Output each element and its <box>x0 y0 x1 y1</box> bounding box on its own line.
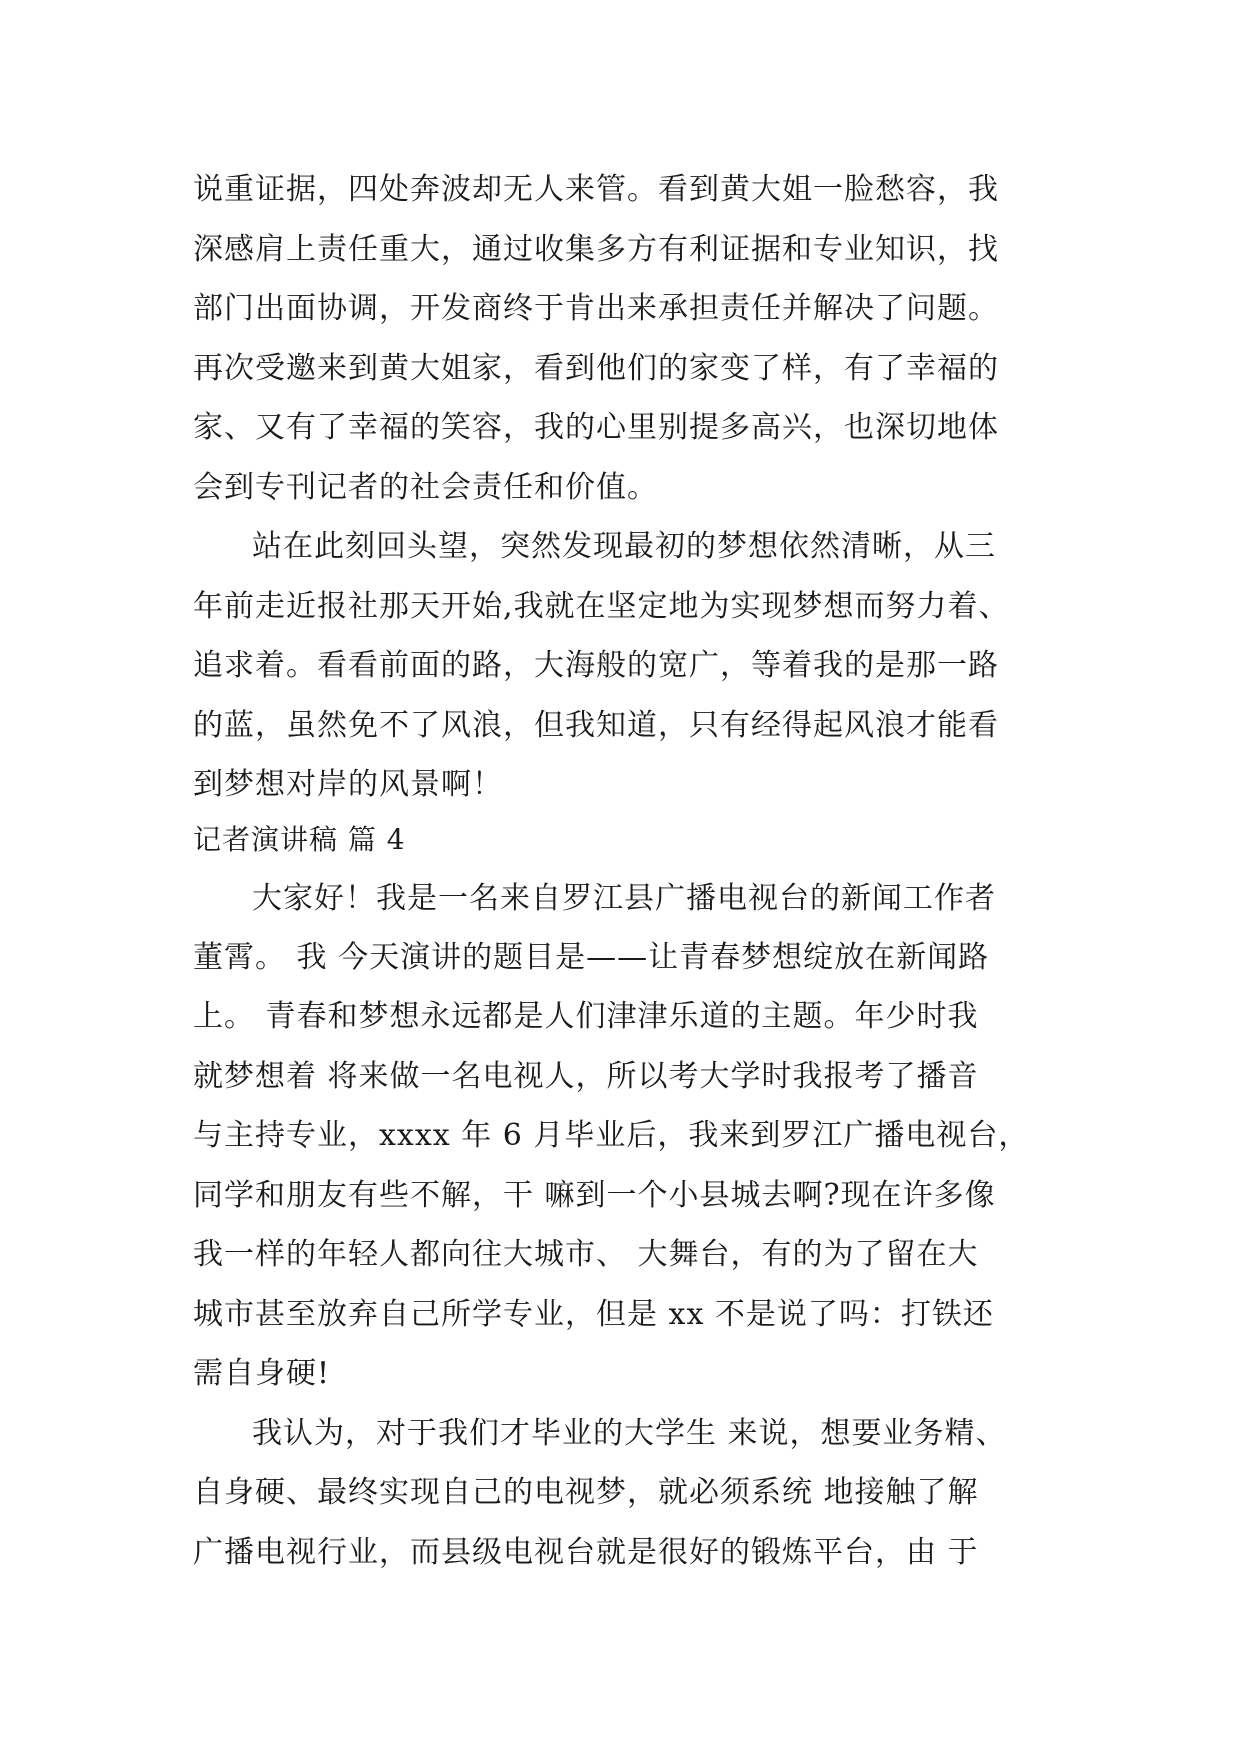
paragraph-line: 我认为，对于我们才毕业的大学生 来说，想要业务精、 <box>252 1416 1007 1451</box>
paragraph-line: 同学和朋友有些不解，干 嘛到一个小县城去啊?现在许多像 <box>193 1178 996 1213</box>
paragraph-line: 到梦想对岸的风景啊！ <box>193 767 503 802</box>
paragraph-line: 说重证据，四处奔波却无人来管。看到黄大姐一脸愁容，我 <box>193 172 999 207</box>
paragraph-line: 广播电视行业，而县级电视台就是很好的锻炼平台，由 于 <box>193 1535 979 1570</box>
paragraph-line: 部门出面协调，开发商终于肯出来承担责任并解决了问题。 <box>193 291 999 326</box>
paragraph-line: 大家好！我是一名来自罗江县广播电视台的新闻工作者 <box>252 881 996 916</box>
paragraph-line: 我一样的年轻人都向往大城市、 大舞台，有的为了留在大 <box>193 1237 979 1272</box>
paragraph-line: 会到专刊记者的社会责任和价值。 <box>193 470 658 505</box>
paragraph-line: 的蓝，虽然免不了风浪，但我知道，只有经得起风浪才能看 <box>193 708 999 743</box>
paragraph-line: 年前走近报社那天开始,我就在坚定地为实现梦想而努力着、 <box>193 589 1010 624</box>
paragraph-line: 深感肩上责任重大，通过收集多方有利证据和专业知识，找 <box>193 232 999 267</box>
paragraph-line: 家、又有了幸福的笑容，我的心里别提多高兴，也深切地体 <box>193 410 999 445</box>
paragraph-line: 自身硬、最终实现自己的电视梦，就必须系统 地接触了解 <box>193 1475 979 1510</box>
paragraph-line: 站在此刻回头望，突然发现最初的梦想依然清晰，从三 <box>252 529 996 564</box>
paragraph-line: 再次受邀来到黄大姐家，看到他们的家变了样，有了幸福的 <box>193 351 999 386</box>
paragraph-line: 城市甚至放弃自己所学专业，但是 xx 不是说了吗：打铁还 <box>193 1297 994 1332</box>
paragraph-line: 上。 青春和梦想永远都是人们津津乐道的主题。年少时我 <box>193 999 979 1034</box>
paragraph-line: 就梦想着 将来做一名电视人，所以考大学时我报考了播音 <box>193 1059 979 1094</box>
paragraph-line: 与主持专业，xxxx 年 6 月毕业后，我来到罗江广播电视台， <box>193 1118 1030 1153</box>
paragraph-line: 追求着。看看前面的路，大海般的宽广，等着我的是那一路 <box>193 648 999 683</box>
paragraph-line: 需自身硬! <box>193 1356 331 1391</box>
paragraph-line: 董霄。 我 今天演讲的题目是——让青春梦想绽放在新闻路 <box>193 940 990 975</box>
section-heading: 记者演讲稿 篇 4 <box>193 823 406 856</box>
